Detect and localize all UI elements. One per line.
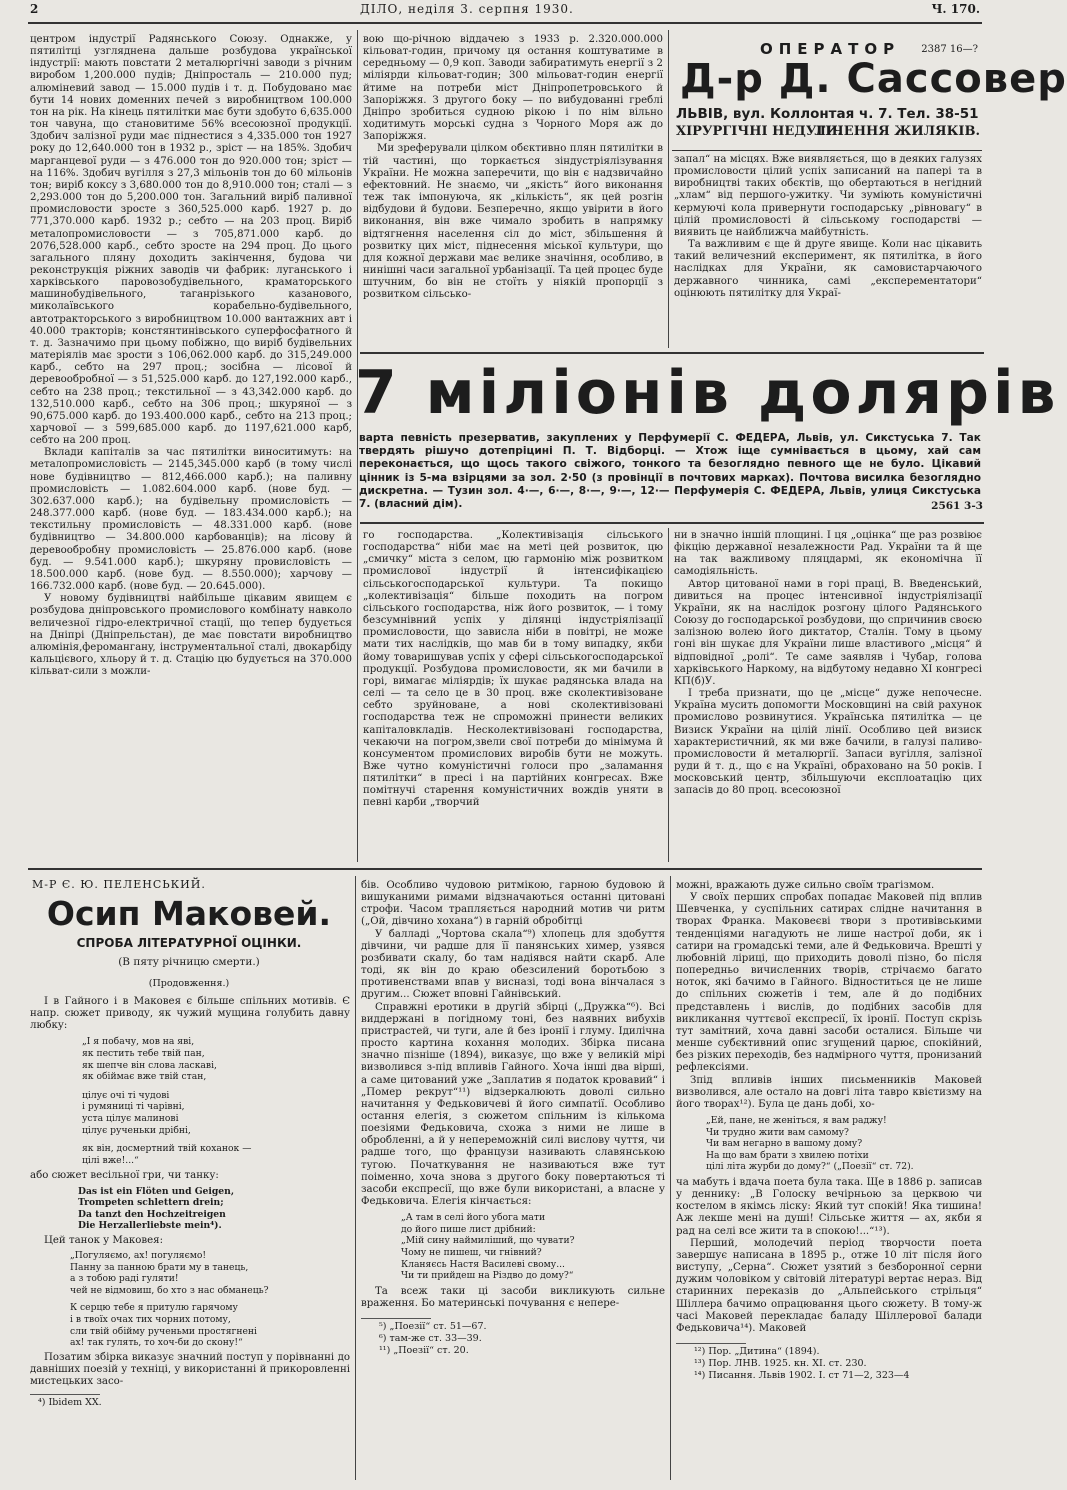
paragraph: ни в значно іншій площині. І ця „оцінка“ ще раз розвіює фікцію державної незалежности Рад. України та й ще на так важливому пляцдармі, як економічна її самодіяльність. [674,530,982,578]
paragraph: Та важливим є ще й друге явище. Коли нас цікавить такий величезний експеримент, як пятилітка, в його наслідках для України, як самовистарчаючого державного чинника, самі „експерементатори“ оцінюють пятилітку для Украї- [674,239,982,299]
paragraph: І в Гайного і в Маковея є більше спільних мотивів. Є напр. сюжет приводу, як чужий мущина голубить давну любку: [30,996,350,1032]
verse-line: і в твоїх очах тих чорних потому, [70,1314,231,1326]
verse-line: сли твій обійму рученьми простягнені [70,1325,257,1337]
footnote: ¹³) Пор. ЛНВ. 1925. кн. XI. ст. 230. [694,1357,867,1369]
verse-quote [676,1115,982,1173]
verse-line: На що вам брати з хвилею потіхи [706,1149,869,1161]
paragraph: Та всеж таки ці засоби викликують сильне враження. Бо материнські почування є непере- [361,1285,665,1309]
verse-line: цілі літа журби до дому?“ („Поезії“ ст. 72). [706,1161,914,1173]
paragraph: Позатим збірка виказує значний поступ у порівнанні до давніших поезій у техніці, у використанні й прикоровленні мистецьких засо- [30,1351,350,1388]
ad-doctor-name: Д-р Д. Сассовер [680,56,1067,102]
verse-line: Чому не пишеш, чи гнівний? [401,1247,542,1258]
header-rule [28,22,982,24]
paragraph: ча мабуть і вдача поета була така. Ще в 1886 р. записав у деннику: „В Голоску вечірньою за церквою чи костелом в якімсь ліску: Який тут спокій! Яка тишина! Аж лекше мені на душі! Сільське життя — ах, якби я рад на селі все жити та в спокою!...“¹³). [676,1176,982,1237]
column-five-year-plan-5 [674,530,982,864]
ad-address: ЛЬВІВ, вул. Коллонтая ч. 7. Тел. 38-51 [676,106,979,122]
issue-number: Ч. 170. [931,2,980,16]
verse-line: цілі вже!...“ [82,1154,139,1166]
verse-3 [30,1250,350,1349]
perfumery-advertisement [355,358,1060,518]
verse-line: як він, досмертний твій коханок — [82,1143,252,1155]
column-rule [668,30,669,348]
verse-line: Чи вам негарно в вашому дому? [706,1138,863,1150]
doctor-advertisement [672,34,1067,146]
verse-line: ах! так гулять, то хоч-би до скону!“ [70,1337,243,1349]
article-subtitle: СПРОБА ЛІТЕРАТУРНОЇ ОЦІНКИ. [76,936,302,950]
verse-line: „Погуляємо, ах! погуляємо! [70,1250,207,1262]
paragraph: У балладі „Чортова скала“⁹) хлопець для здобуття дівчини, чи радше для її панянських химер, узявся розбивати скалу, бо там надіявся найти скарб. Але тоді, як він до краю обезсилений боротьбою з противенствами впав у висназі, тоді вона вінчалася з другим... Сюжет вповні Гайнівський. [361,928,665,1001]
paragraph: або сюжет весільної гри, чи танку: [30,1170,219,1182]
ad-rule [360,522,984,524]
footnote: ¹⁴) Писання. Львів 1902. І. ст 71—2, 323—4 [694,1369,910,1381]
paragraph: Перший, молодечий період творчости поета завершує написана в 1895 р., отже 10 літ після його виступу, „Серна“. Сюжет узятий з безборонної серни дужим чоловіком у світовій літературі вертає нераз. Від старинних переказів до „Альпейського стрільця“ Шіллера бачимо опрацювання цього сюжету. В тому-ж часі Маковей перекладає баладу Шіллерової балади Федьковича¹⁴). Маковей [676,1237,982,1334]
ad-rule [360,352,984,354]
verse-line: чей не відмовиш, бо хто з нас обманець? [70,1284,269,1296]
verse-line: „І я побачу, мов на яві, [82,1036,195,1048]
column-five-year-plan-4 [363,530,663,864]
verse-line: до його пише лист дрібний: [401,1223,536,1235]
verse-1 [30,1036,350,1166]
paragraph: запал“ на місцях. Вже виявляється, що в деяких галузях промисловости цілий успіх записаний на папері та в виробництві таких обєктів, що обертаються в негідний „хлам“ від першого-ужитку. Чи зуміють комуністичні кермуючі кола привернути господарську „рівновагу“ в цілій промисловості й сільському господарстві — виявить це найближча майбутність. [674,154,982,238]
paragraph: У своїх перших спробах попадає Маковей під вплив Шевченка, у суспільних сатирах слідне начитання в творах Франка. Маковеєві твори з противівськими тенденціями нагадують не лише настрої доби, як і сатири на громадські теми, але й Федьковича. Врешті у любовній ліриці, що приходить доволі пізно, бо після попередньо вичисленних творів, стрічаємо багато ноток, які бачимо в Гайного. Відноститься це не лише до спільних сюжетів і тем, але й до подібних представлень і вислів, до подібних засобів для викликання чуттєвої експресії, їх іронії. Поступ скрізь тут замітний, хоча давні засоби осталися. Більше чи менше субєктивний опис згущений царює, спокійний, без різких переходів, без надмірного чуття, пронизаний рефлексіями. [676,892,982,1074]
paragraph: го господарства. „Колективізація сільського господарства“ ніби має на меті цей розвиток, цю „смичку“ міста з селом, цю гармонію між розвитком промислової індустрії й інтенсифікацією сільськогосподарської культури. Та покищо „колективізація“ більше походить на погром сільського господарства, ніж його розвиток, — і тому безсумнівний успіх у ділянці індустріялізації промисловости, що зависла ніби в повітрі, не може мати тих наслідків, що мав би в тому випадку, якби йому товаришував успіх у сфері сільськогосподарської продукції. Розбудова промисловости, як ми бачили в горі, вимагає міліярдів; їх шукає радянська влада на селі — та село це в 30 проц. вже сколективізоване себто зруйноване, а нові сколективізовані господарства теж не спроможні принести великих капіталовкладів. Несколективізовані господарства, чекаючи на погром,звели свої потреби до мінімума й консументом промислових виробів бути не можуть. Вже чутно комуністичні голоси про „заламання пятилітки“ в пресі і на партійних конгресах. Вже помітнучі старення комуністичних вождів уняти в певні карби „творчий [363,530,663,809]
page-number: 2 [30,2,39,16]
verse-line: і румяниці ті чарівні, [82,1101,185,1113]
paragraph: Цей танок у Маковея: [44,1234,164,1246]
footnote: ⁴) Ibidem XX. [38,1397,102,1409]
paragraph: центром індустрії Радянського Союзу. Однакже, у пятилітці узгляднена дальше розбудова української індустрії: мають повстати 2 металюргічні заводи з річним виробом 1,200.000 пудів; Дніпросталь — 210.000 пуд; алюміневий завод — 15.000 пудів і т. д. Побудовано має бути 14 нових доменних печей з виробництвом 100.000 тон на рік. На кінець пятилітки має бути здобуто 6,635.000 тон чавуна, що становитиме 56% всесоюзної продукції. Здобич залізної руди має піднестися з 4,335.000 тон 1927 року до 12,640.000 тон в 1932 р., зріст — на 185%. Здобич марганцевої руди — з 476.000 тон до 920.000 тон; зріст — на 116%. Здобич вугілля з 27,3 мільонів тон до 60 мільонів тон; виріб коксу з 3,680.000 тон до 8,910.000 тон; сталі — з 2,293.000 тон до 5,200.000 тон. Загальний виріб паливної промисловости зросте з 360,525.000 карб. 1927 р. до 771,370.000 карб. 1932 р.; себто — на 203 проц. Виріб металопромисловости — з 705,871.000 карб. до 2076,528.000 карб., себто зросте на 294 проц. До цього загального пляну доходить закінчення, будова чи реконструкція ріжних заводів чи фабрик: луганського і харківського паровозобудівельного, краматорського машинобудівельного, таганрізького казанового, миколаївського корабельно-будівельного, автотракторського з виробництвом 10.000 вантажних авт і 40.000 тракторів; констянтинівського суперфосфатного й т. д. Зазначимо при цьому побіжно, що виріб будівельних матеріялів має зрости з 106,062.000 карб. до 315,249.000 карб., себто на 297 проц.; зосібна — лісової й деревообробної — з 51,525.000 карб. до 127,192.000 карб., себто на 238 проц.; текстильної — з 43,342.000 карб. до 132,510.000 карб., себто на 306 проц.; шкуряної — з 90,675.000 карб. до 193.400.000 карб., себто на 213 проц.; харчової — з 599,685.000 карб. до 1197,621.000 карб, себто на 200 проц. [30,34,352,447]
column-rule [668,528,669,862]
verse-line: „Ей, пане, не женіться, я вам раджу! [706,1114,887,1126]
article-continued: (Продовження.) [148,978,230,989]
column-rule [670,876,671,1480]
ad-specialty-2: ЛІЧЕННЯ ЖИЛЯКІВ. [814,124,980,139]
footnote: ¹¹) „Поезії“ ст. 20. [379,1345,469,1357]
article-column-1 [30,996,350,1480]
verse-line: як шепче він слова ласкаві, [82,1059,217,1071]
article-column-2 [361,880,665,1480]
verse-line: „А там в селі його убога мати [401,1212,546,1224]
verse-2 [30,1186,350,1232]
paragraph: Вклади капіталів за час пятилітки виноситимуть: на металопромисловість — 2145,345.000 карб (в тому числі нове будівництво — 812,466.000 карб.); на паливну промисловість — 1.082.604.000 карб. (нове буд. — 302.637.000 карб.); на будівельну промисловість — 248.377.000 карб. (нове буд. — 183.434.000 карб.); на текстильну промисловість — 48.331.000 карб. (нове будівництво — 34.800.000 карбованців); на лісову й деревообробну промисловість — 25.876.000 карб. (нове буд. — 9.541.000 карб.); шкуряну провисловість — 18.500.000 карб. (нове буд. — 8.550.000); харчову — 166.732.000 карб. (нове буд. — 20.645.000). [30,447,352,593]
column-rule [355,876,356,1480]
paragraph: можні, вражають дуже сильно своїм трагізмом. [676,880,935,891]
ad-body: варта певність презерватив, закуплених у Перфумерії С. ФЕДЕРА, Львів, ул. Сикстуська 7. Так твердять рішучо дотепріцині П. Т. Відборці. — Хтож іще сумнівається в цьому, хай сам переконається, що щось такого свіжого, тонкого та безоглядно певного ще не було. Цікавий цінник із 5-ма взірцями за зол. 2·50 (з провінції в почтових марках). Почтова висилка безоглядно дискретна. — Тузин зол. 4·—, 6·—, 8·—, 9·—, 12·— Перфумерія С. ФЕДЕРА, Львів, улиця Сикстуська 7. (власний дім). [359,432,981,511]
paragraph: вою що-річною віддачею з 1933 р. 2.320.000.000 кільоват-годин, причому ця остання коштуватиме в середньому — 0,9 коп. Заводи забиратимуть енергії з 2 міліярди кільоват-годин; 300 мільоват-годин енергії йтиме на потреби міст Дніпропетровського й Запоріжжя. З другого боку — по вибудованні греблі Дніпро зробиться судною рікою і по нім вільно ходитимуть морські судна з Чорного Моря аж до Запоріжжя. [363,34,663,143]
ad-code: 2387 16—? [921,44,978,55]
verse-line: цілує очі ті чудові [82,1089,170,1101]
article-author: М-Р Є. Ю. ПЕЛЕНСЬКИЙ. [32,878,206,891]
verse-line: Trompeten schlettern drein; [78,1197,224,1209]
paragraph: Справжні еротики в другій збірці („Дружка“⁶). Всі виддержані в погідному тоні, без наявних вибухів пристрастей, чи туги, але й без іронії і глуму. Ідилічна просто картина кохання молодих. Збірка писана значно пізніше (1894), виказує, що вже у великій мірі визволився з-під впливів Гайного. Хоча інші два вірші, а саме цитований уже „Заплатив я податок кровавий“ і „Помер рекрут“¹¹) відзеркалюють доволі сильно начитання у Федьковичеві й його симпатії. Особливо остання елегія, з сюжетом спільним із кількома поезіями Федьковича, схожа з ними не лише в обробленні, а й у непереможній силі вислову чуття, чи радше того, що французи називають славянською тугою. Початкування не називаються вже тут поіменно, хоча знова з другого боку повертаються ті засоби експресії, що вже були використані, а власне у Федьковича. Елегія кінчається: [361,1001,665,1208]
verse-line: „Мій сину наймиліший, що чувати? [401,1235,575,1247]
article-column-3 [676,880,982,1480]
paragraph: Автор цитованої нами в горі праці, В. Введенський, дивиться на процес інтенсивної індустріялізації України, як на наслідок розгону цілого Радянського Союзу до господарської розбудови, що спричинив своєю залізною волею його диктатор, Сталін. Тому в цьому гоні він шукає для України лише властивого „місця“ й відповідної „ролі“. Те саме заявляв і Чубар, голова харківського Наркому, на відбутому недавно XI конгресі КП(б)У. [674,578,982,687]
ad-rule [672,150,982,151]
ad-headline: 7 міліонів долярів [355,358,1060,428]
paragraph: Ми зреферували цілком обєктивно плян пятилітки в тій частині, що торкається зіндустріялізування України. Не можна заперечити, що він є надзвичайно ефектовний. Не знаємо, чи „якість“ його виконання теж так імпонуюча, як „кількість“, як цей розгін відбудови й будови. Безперечно, якщо увірити в його виконання, він вже чимало зробить в напрямку відтягнення населення сіл до міст, збільшення й розвитку цих міст, піднесення міської культури, що для кожної держави має велике значіння, особливо, в нинішні часи загальної урбанізації. Та цей процес буде штучним, бо він не стоїть у ніякій пропорції з розвитком сільсько- [363,143,663,301]
article-subtitle-2: (В пяту річницю смерти.) [118,956,260,968]
verse-line: як обіймає вже твій стан, [82,1071,207,1083]
verse-line: К серцю тебе я притулю гарячому [70,1302,238,1314]
column-five-year-plan-1 [30,34,352,864]
footnote: ¹²) Пор. „Дитина“ (1894). [694,1345,820,1357]
verse-line: Da tanzt den Hochzeitreigen [78,1208,226,1220]
masthead: ДІЛО, неділя 3. серпня 1930. [360,2,574,16]
verse-line: цілує рученьки дрібні, [82,1124,191,1136]
verse-line: Die Herzallerliebste mein⁴). [78,1220,222,1232]
ad-specialty-1: ХІРУРГІЧНІ НЕДУГИ. [676,124,843,139]
paragraph: У новому будівництві найбільше цікавим явищем є розбудова дніпровського промислового комбінату навколо величезної гідро-електричної стації, що тепер будується на Дніпрі (Дніпрельстан), де має повстати виробництво алюмінія,фероманганy, інструментальної сталі, двокарбіду кальцієвого, хльору й т. д. Стацію цю будується на 370.000 кільват-сили з можли- [30,593,352,678]
footnote: ⁵) „Поезії“ ст. 51—67. [379,1321,487,1333]
section-rule [28,868,982,870]
verse-line: Das ist ein Flöten und Geigen, [78,1185,235,1197]
ad-code: 2561 3-3 [931,500,983,512]
paragraph: Зпід впливів інших письменників Маковей визволився, але остало на довгі літа тавро квієтизму на його творах¹²). Була це дань добі, хо- [676,1074,982,1110]
page-header [30,2,980,20]
paragraph: бів. Особливо чудовою ритмікою, гарною будовою й вишуканими римами відзначаються останні цитовані строфи. Часом трапляється народний мотив чи ритм („Ой, дівчино хохана“) в гарній обробітці [361,880,665,928]
footnote: ⁶) там-же ст. 33—39. [379,1333,482,1345]
verse-line: як пестить тебе твій пан, [82,1048,205,1060]
verse-elegy [361,1212,665,1282]
column-five-year-plan-2 [363,34,663,348]
verse-line: Чи трудно жити вам самому? [706,1126,849,1138]
verse-line: Чи ти прийдеш на Різдво до дому?“ [401,1270,574,1282]
column-five-year-plan-3 [674,154,982,350]
article-title: Осип Маковей. [46,894,332,933]
verse-line: Кланяєсь Настя Василеві свому... [401,1258,565,1270]
paragraph: І треба признати, що це „місце“ дуже непочесне. Україна мусить допомогти Московщині на свій рахунок промислово розвинутися. Українська пятилітка — це Визиск України на цілій лінії. Особливо цей визиск характеристичний, як ми вже бачили, в галузі паливо-промисловости й металюргії. Запаси вугілля, залізної руди й т. д., що є на Україні, обраховано на 50 років. І московський центр, збільшуючи експлоатацію цих запасів до 80 проц. всесоюзної [674,688,982,797]
verse-line: уста цілує малинові [82,1113,179,1125]
ad-label: ОПЕРАТОР [760,40,901,58]
verse-line: Панну за панною брати му в танець, [70,1261,249,1273]
verse-line: а з тобою раді гуляти! [70,1273,179,1285]
